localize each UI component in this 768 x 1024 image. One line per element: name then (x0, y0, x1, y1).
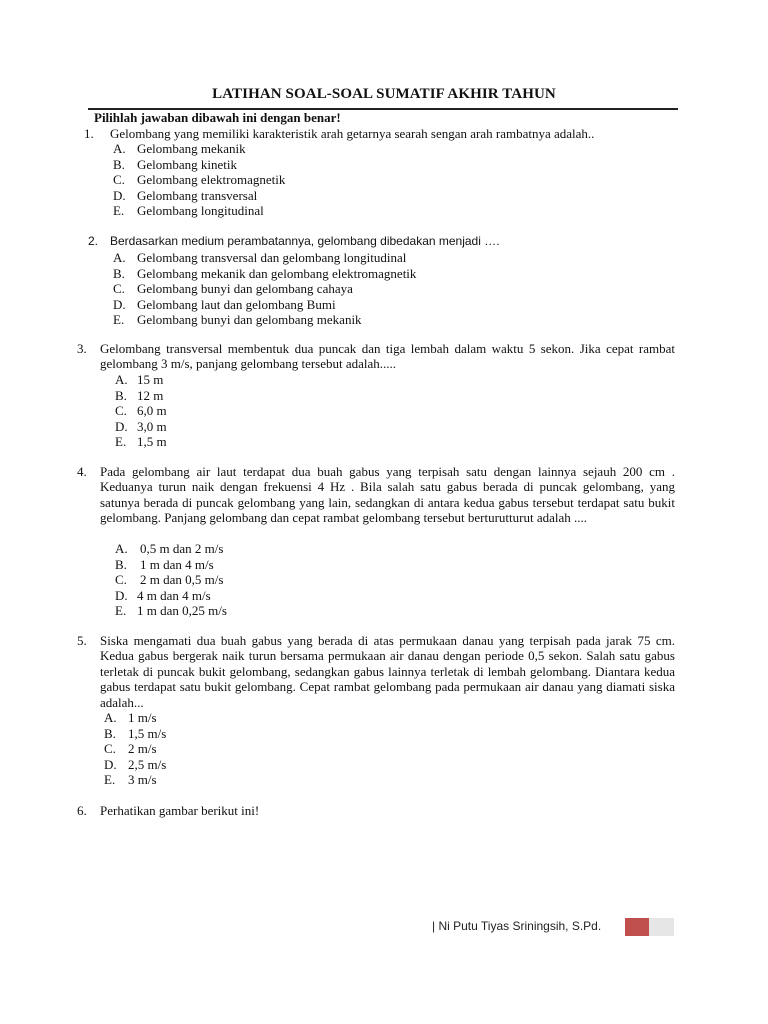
question-number: 1. (84, 126, 94, 141)
option-item (113, 172, 673, 188)
option-letter: D. (113, 296, 126, 312)
option-text: 4 m dan 4 m/s (137, 587, 211, 603)
footer-accent-block (625, 918, 649, 936)
option-item (115, 588, 415, 604)
question-stem: Pada gelombang air laut terdapat dua buah gabus yang terpisah satu dengan lainnya sejauh 200 cm . Keduanya turun naik dengan frekuensi 4 Hz . Bila salah satu gabus berada di puncak gelombang, yang satunya berada di puncak gelombang yang lain, sedangkan di antara kedua gabus tersebut terdapat satu bukit gelombang. Panjang gelombang dan cepat rambat gelombang tersebut berturutturut adalah .... (100, 464, 675, 526)
option-text: 1 m dan 4 m/s (140, 556, 214, 572)
footer-author: | Ni Putu Tiyas Sriningsih, S.Pd. (432, 919, 602, 933)
option-item (113, 281, 673, 297)
option-letter: E. (113, 312, 125, 327)
option-text: Gelombang bunyi dan gelombang mekanik (137, 312, 362, 327)
option-letter: D. (104, 756, 117, 772)
option-text: Gelombang longitudinal (137, 203, 264, 218)
question-stem: Gelombang transversal membentuk dua puncak dan tiga lembah dalam waktu 5 sekon. Jika cepat rambat gelombang 3 m/s, panjang gelombang tersebut adalah..... (100, 341, 675, 372)
question-number: 5. (77, 633, 87, 648)
option-letter: A. (113, 141, 126, 156)
option-item (113, 141, 673, 157)
option-text: Gelombang kinetik (137, 156, 238, 172)
option-list (113, 250, 673, 328)
question-stem: Siska mengamati dua buah gabus yang berada di atas permukaan danau yang terpisah pada jarak 75 cm. Kedua gabus bergerak naik turun bersama permukaan air danau dengan periode 0,5 sekon. Salah satu gabus terletak di puncak bukit gelombang, sedangkan gabus lainnya terletak di lembah gelombang. Diantara kedua gabus terdapat satu bukit gelombang. Cepat rambat gelombang pada permukaan air danau yang diamati siska adalah... (100, 633, 675, 710)
question-number: 6. (77, 803, 87, 818)
option-item (113, 203, 673, 219)
option-text: Gelombang laut dan gelombang Bumi (137, 296, 336, 312)
option-text: Gelombang transversal dan gelombang longitudinal (137, 250, 407, 265)
option-letter: D. (113, 187, 126, 203)
option-letter: C. (113, 281, 125, 296)
option-list (104, 710, 404, 788)
option-text: 1,5 m/s (128, 725, 167, 741)
option-text: 2 m/s (128, 741, 157, 756)
option-list (113, 141, 673, 219)
option-letter: E. (115, 434, 127, 449)
question-number: 2. (88, 234, 99, 248)
footer-grey-block (649, 918, 674, 936)
option-item (115, 419, 415, 435)
option-letter: C. (115, 572, 127, 587)
option-item (104, 710, 404, 726)
question-number: 3. (77, 341, 87, 356)
option-text: 1,5 m (137, 434, 167, 449)
option-text: 15 m (137, 372, 164, 387)
option-item (104, 741, 404, 757)
option-item (104, 757, 404, 773)
option-item (113, 266, 673, 282)
option-letter: B. (104, 725, 116, 741)
option-text: 3 m/s (128, 772, 157, 787)
option-letter: B. (113, 265, 125, 281)
option-item (115, 541, 415, 557)
option-letter: B. (115, 556, 127, 572)
option-text: 6,0 m (137, 403, 167, 418)
option-item (113, 250, 673, 266)
option-item (113, 312, 673, 328)
option-item (115, 388, 415, 404)
option-letter: E. (113, 203, 125, 218)
option-letter: A. (115, 372, 128, 387)
option-text: 2,5 m/s (128, 756, 167, 772)
option-item (115, 557, 415, 573)
option-letter: C. (115, 403, 127, 418)
option-letter: A. (104, 710, 117, 725)
option-text: Gelombang mekanik dan gelombang elektromagnetik (137, 265, 417, 281)
option-letter: A. (113, 250, 126, 265)
option-text: 12 m (137, 387, 164, 403)
option-item (115, 434, 415, 450)
option-letter: E. (104, 772, 116, 787)
option-item (113, 297, 673, 313)
question-stem: Berdasarkan medium perambatannya, gelombang dibedakan menjadi …. (110, 234, 500, 248)
option-letter: B. (115, 387, 127, 403)
option-letter: D. (115, 418, 128, 434)
option-text: Gelombang transversal (137, 187, 258, 203)
question-stem: Gelombang yang memiliki karakteristik arah getarnya searah sengan arah rambatnya adalah.. (110, 126, 595, 141)
page-title: LATIHAN SOAL-SOAL SUMATIF AKHIR TAHUN (212, 86, 556, 102)
option-item (113, 188, 673, 204)
option-list (115, 372, 415, 450)
option-letter: C. (104, 741, 116, 756)
option-list (115, 541, 415, 619)
option-text: 3,0 m (137, 418, 167, 434)
option-item (113, 157, 673, 173)
option-item (104, 726, 404, 742)
option-letter: E. (115, 603, 127, 618)
option-item (115, 603, 415, 619)
question-number: 4. (77, 464, 87, 479)
option-item (115, 572, 415, 588)
option-text: 1 m/s (128, 710, 157, 725)
option-item (104, 772, 404, 788)
instruction-text: Pilihlah jawaban dibawah ini dengan benar! (94, 110, 341, 125)
question-stem: Perhatikan gambar berikut ini! (100, 803, 260, 818)
option-letter: A. (115, 541, 128, 556)
option-text: Gelombang bunyi dan gelombang cahaya (137, 281, 353, 296)
option-text: 2 m dan 0,5 m/s (140, 572, 224, 587)
option-text: Gelombang elektromagnetik (137, 172, 286, 187)
option-item (115, 372, 415, 388)
option-text: Gelombang mekanik (137, 141, 246, 156)
option-text: 0,5 m dan 2 m/s (140, 541, 224, 556)
option-letter: D. (115, 587, 128, 603)
option-letter: B. (113, 156, 125, 172)
option-text: 1 m dan 0,25 m/s (137, 603, 227, 618)
option-item (115, 403, 415, 419)
option-letter: C. (113, 172, 125, 187)
